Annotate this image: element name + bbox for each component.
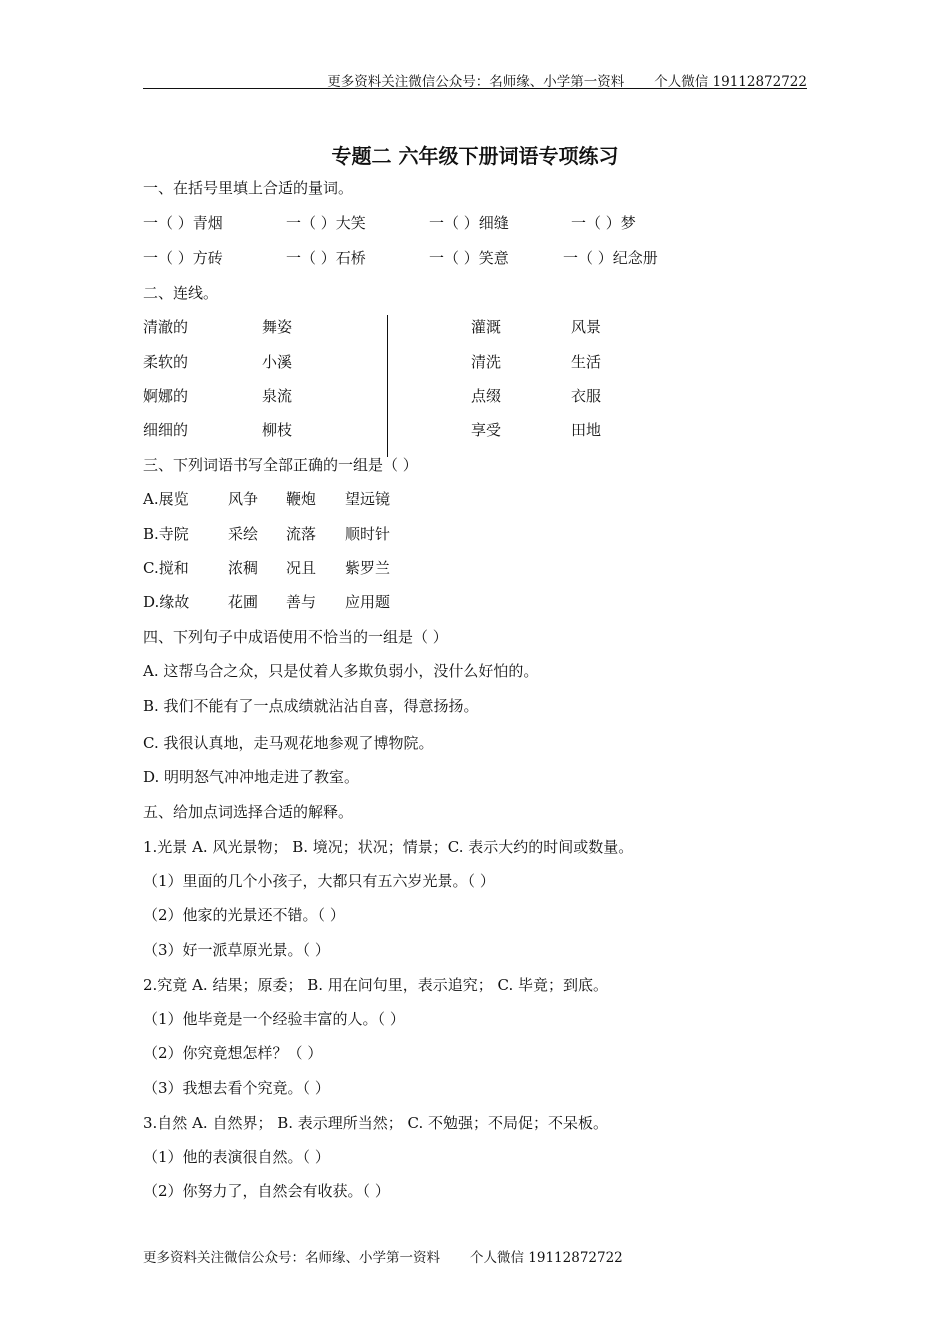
footer-wechat: 个人微信 19112872722 — [470, 1250, 623, 1266]
section1-heading: 一、在括号里填上合适的量词。 — [143, 179, 354, 197]
match-right-word[interactable]: 小溪 — [262, 353, 293, 371]
match-right-word[interactable]: 衣服 — [571, 387, 602, 405]
option-word: 紫罗兰 — [345, 559, 391, 577]
option-word: C.搅和 — [143, 559, 189, 577]
header-wechat: 个人微信 19112872722 — [654, 74, 807, 90]
measure-word-blank[interactable]: 一（ ）纪念册 — [563, 249, 658, 267]
match-left-word[interactable]: 清澈的 — [143, 318, 189, 336]
question-item[interactable]: （1）他的表演很自然。（ ） — [143, 1148, 330, 1166]
measure-word-blank[interactable]: 一（ ）方砖 — [143, 249, 223, 267]
match-right-word[interactable]: 泉流 — [262, 387, 293, 405]
question-item[interactable]: （1）里面的几个小孩子，大都只有五六岁光景。（ ） — [143, 872, 495, 890]
option-word: 顺时针 — [345, 525, 391, 543]
option-word: 流落 — [286, 525, 317, 543]
option-word: B.寺院 — [143, 525, 189, 543]
match-left-word[interactable]: 婀娜的 — [143, 387, 189, 405]
option-word: 望远镜 — [345, 490, 391, 508]
match-divider — [387, 315, 388, 457]
question-item[interactable]: （2）你究竟想怎样？（ ） — [143, 1044, 323, 1062]
match-left-word[interactable]: 灌溉 — [471, 318, 502, 336]
measure-word-blank[interactable]: 一（ ）石桥 — [286, 249, 366, 267]
option-word: 况且 — [286, 559, 317, 577]
question-item[interactable]: （3）好一派草原光景。（ ） — [143, 941, 330, 959]
match-left-word[interactable]: 清洗 — [471, 353, 502, 371]
section3-heading: 三、下列词语书写全部正确的一组是（ ） — [143, 456, 418, 474]
measure-word-blank[interactable]: 一（ ）笑意 — [429, 249, 509, 267]
question-stem: 1.光景 A. 风光景物； B. 境况；状况；情景；C. 表示大约的时间或数量。 — [143, 838, 634, 856]
measure-word-blank[interactable]: 一（ ）青烟 — [143, 214, 223, 232]
sentence-option: A. 这帮乌合之众，只是仗着人多欺负弱小，没什么好怕的。 — [143, 662, 539, 680]
header-rule — [143, 88, 807, 89]
option-word: D.缘故 — [143, 593, 190, 611]
sentence-option: B. 我们不能有了一点成绩就沾沾自喜，得意扬扬。 — [143, 697, 479, 715]
section2-heading: 二、连线。 — [143, 284, 219, 302]
option-word: 采绘 — [228, 525, 259, 543]
match-left-word[interactable]: 点缀 — [471, 387, 502, 405]
page-title: 专题二 六年级下册词语专项练习 — [331, 144, 619, 168]
option-word: 浓稠 — [228, 559, 259, 577]
sentence-option: D. 明明怒气冲冲地走进了教室。 — [143, 768, 360, 786]
page-footer — [143, 1246, 623, 1266]
section5-heading: 五、给加点词选择合适的解释。 — [143, 803, 354, 821]
question-item[interactable]: （1）他毕竟是一个经验丰富的人。（ ） — [143, 1010, 405, 1028]
question-item[interactable]: （2）他家的光景还不错。（ ） — [143, 906, 345, 924]
sentence-option: C. 我很认真地，走马观花地参观了博物院。 — [143, 734, 434, 752]
match-right-word[interactable]: 风景 — [571, 318, 602, 336]
measure-word-blank[interactable]: 一（ ）细缝 — [429, 214, 509, 232]
match-left-word[interactable]: 柔软的 — [143, 353, 189, 371]
option-word: A.展览 — [143, 490, 189, 508]
option-word: 花圃 — [228, 593, 259, 611]
option-word: 善与 — [286, 593, 317, 611]
header-note: 更多资料关注微信公众号：名师缘、小学第一资料 — [327, 74, 625, 90]
option-word: 鞭炮 — [286, 490, 317, 508]
question-item[interactable]: （3）我想去看个究竟。（ ） — [143, 1079, 330, 1097]
page-header — [327, 70, 807, 90]
footer-note: 更多资料关注微信公众号：名师缘、小学第一资料 — [143, 1250, 440, 1266]
option-word: 风争 — [228, 490, 259, 508]
match-right-word[interactable]: 舞姿 — [262, 318, 293, 336]
match-left-word[interactable]: 细细的 — [143, 421, 189, 439]
match-right-word[interactable]: 生活 — [571, 353, 602, 371]
match-right-word[interactable]: 柳枝 — [262, 421, 293, 439]
measure-word-blank[interactable]: 一（ ）梦 — [571, 214, 636, 232]
section4-heading: 四、下列句子中成语使用不恰当的一组是（ ） — [143, 628, 448, 646]
question-item[interactable]: （2）你努力了，自然会有收获。（ ） — [143, 1182, 390, 1200]
option-word: 应用题 — [345, 593, 391, 611]
match-right-word[interactable]: 田地 — [571, 421, 602, 439]
measure-word-blank[interactable]: 一（ ）大笑 — [286, 214, 366, 232]
match-left-word[interactable]: 享受 — [471, 421, 502, 439]
question-stem: 2.究竟 A. 结果；原委； B. 用在问句里，表示追究； C. 毕竟；到底。 — [143, 976, 609, 994]
question-stem: 3.自然 A. 自然界； B. 表示理所当然； C. 不勉强；不局促；不呆板。 — [143, 1114, 609, 1132]
